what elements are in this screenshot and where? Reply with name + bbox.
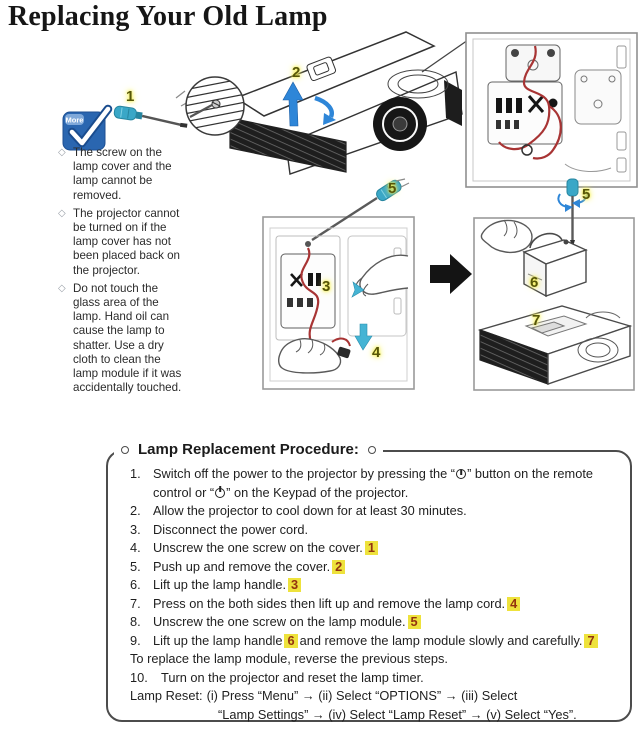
procedure-step-2: 2. Allow the projector to cool down for at least 30 minutes.: [130, 503, 467, 518]
diamond-bullet-icon: ◇: [58, 147, 66, 158]
callout-3: 3: [322, 278, 331, 295]
diamond-bullet-icon: ◇: [58, 282, 66, 294]
circle-bullet-icon: [368, 446, 376, 454]
callout-6: 6: [530, 274, 539, 291]
step-number-badge: 7: [584, 634, 597, 648]
power-icon-keypad: [215, 488, 225, 498]
note-text: The projector cannot be turned on if the lamp cover has not been placed back on the projector.: [73, 206, 181, 277]
step-number-badge: 6: [284, 634, 297, 648]
leader-line: [420, 36, 470, 76]
callout-5b: 5: [582, 186, 591, 203]
power-icon-remote: [456, 469, 466, 479]
procedure-note-line: To replace the lamp module, reverse the previous steps.: [130, 651, 448, 666]
procedure-step-7: 7. Press on the both sides then lift up and remove the lamp cord. 4: [130, 595, 626, 614]
note-item: [58, 207, 188, 278]
procedure-step-6: 6. Lift up the lamp handle. 3: [130, 576, 626, 595]
circle-bullet-icon: [121, 446, 129, 454]
remove-cord-figure: [256, 178, 424, 396]
procedure-step-1: 1. Switch off the power to the projector by pressing the “ ” button on the remote control or “ ” on the Keypad of the projector.: [130, 466, 593, 500]
step-number-badge: 5: [408, 615, 421, 629]
callout-2: 2: [292, 64, 301, 81]
note-text: Do not touch the glass area of the lamp. Hand oil can cause the lamp to shatter. Use a dry cloth to clean the lamp module if it was accidentally touched.: [73, 281, 182, 395]
callout-1: 1: [126, 88, 135, 105]
blue-bent-arrow-icon: [315, 98, 336, 125]
callout-7: 7: [532, 312, 541, 329]
callout-5: 5: [388, 180, 397, 197]
procedure-title: Lamp Replacement Procedure:: [138, 441, 359, 458]
notes-list: [58, 146, 188, 399]
page-title: Replacing Your Old Lamp: [8, 1, 328, 32]
more-note-icon: [60, 102, 114, 152]
lamp-reset-line-1: Lamp Reset: (i) Press “Menu” → (ii) Select “OPTIONS” → (iii) Select: [130, 688, 518, 703]
note-text: The screw on the lamp cover and the lamp cannot be removed.: [73, 146, 172, 202]
procedure-step-8: 8. Unscrew the one screw on the lamp module. 5: [130, 613, 626, 632]
step-number-badge: 3: [288, 578, 301, 592]
black-right-arrow-icon: [430, 252, 472, 296]
magnifier-detail: [184, 77, 246, 135]
lamp-reset-line-2: “Lamp Settings” → (iv) Select “Lamp Reset” → (v) Select “Yes”.: [218, 706, 577, 722]
step-number-badge: 2: [332, 560, 345, 574]
diamond-bullet-icon: ◇: [58, 207, 66, 219]
procedure-title-row: [114, 441, 383, 458]
step-number-badge: 4: [507, 597, 520, 611]
callout-4: 4: [372, 344, 381, 361]
procedure-step-3: 3. Disconnect the power cord.: [130, 521, 309, 537]
procedure-step-9: 9. Lift up the lamp handle 6 and remove the lamp module slowly and carefully. 7: [130, 632, 626, 651]
remove-module-figure: [468, 178, 640, 396]
note-item: [58, 146, 188, 203]
procedure-box: [106, 441, 632, 722]
step-number-badge: 1: [365, 541, 378, 555]
procedure-steps: [108, 452, 630, 724]
procedure-step-4: 4. Unscrew the one screw on the cover. 1: [130, 539, 626, 558]
procedure-step-5: 5. Push up and remove the cover. 2: [130, 558, 626, 577]
more-icon-label: More: [65, 115, 84, 125]
lamp-compartment-detail-figure: [465, 32, 638, 188]
procedure-step-10: 10. Turn on the projector and reset the lamp timer.: [130, 669, 424, 685]
note-item: [58, 282, 188, 396]
